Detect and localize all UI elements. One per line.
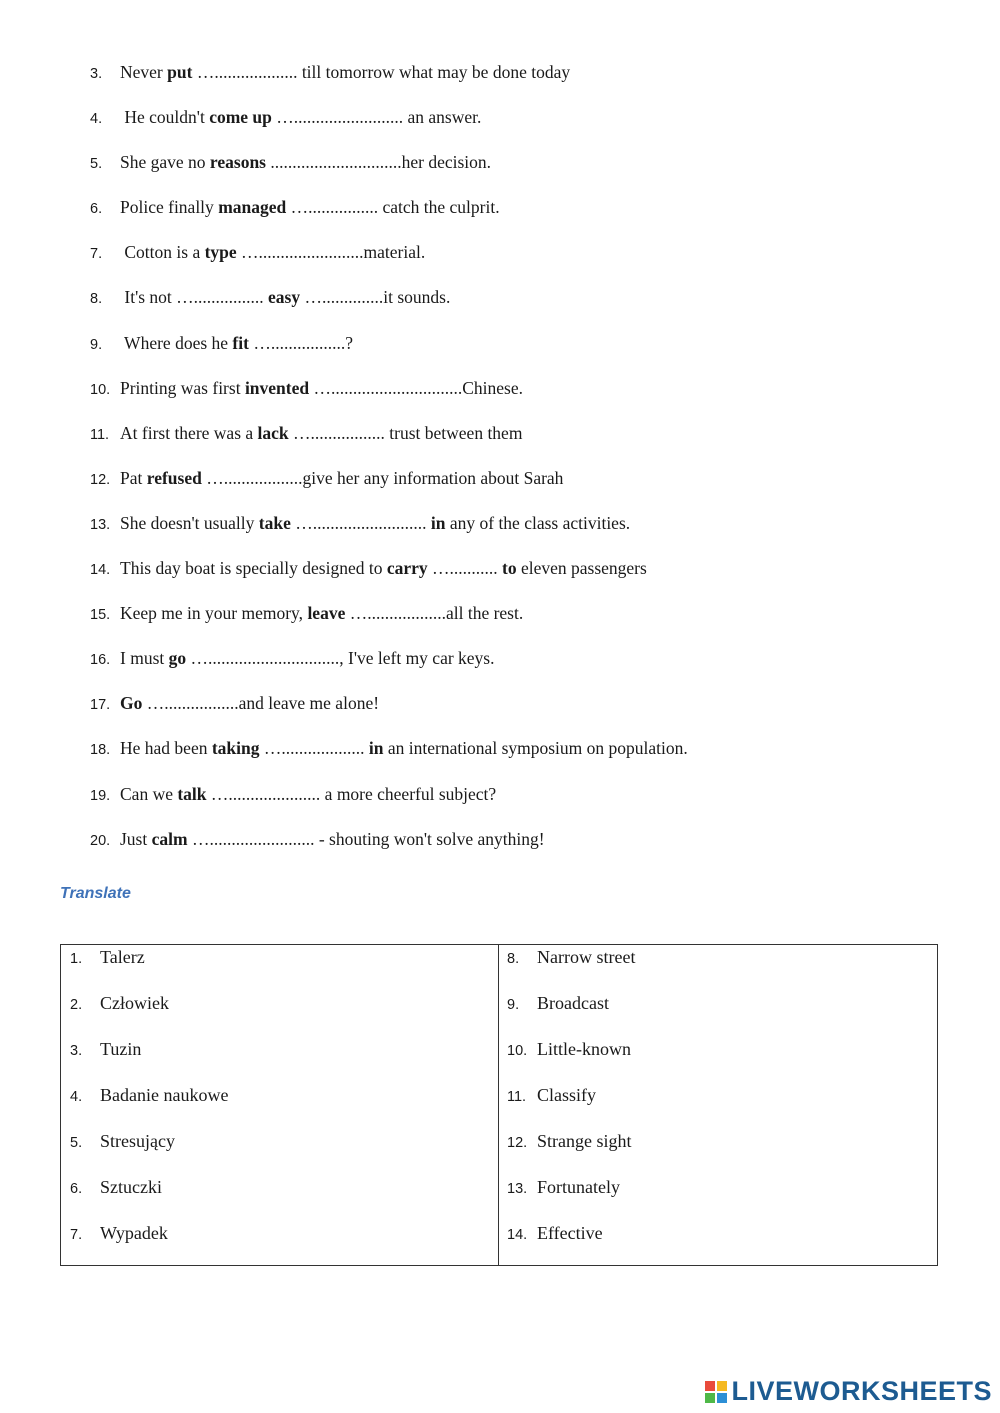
exercise-item xyxy=(90,329,950,374)
exercise-keyword: taking xyxy=(211,738,260,759)
exercise-item xyxy=(90,374,950,419)
exercise-sentence xyxy=(120,784,496,804)
exercise-number: 13. xyxy=(90,516,111,533)
translate-item xyxy=(70,1129,498,1175)
exercise-text-fragment: …..................all the rest. xyxy=(345,603,524,624)
exercise-item xyxy=(90,825,950,870)
exercise-keyword: take xyxy=(258,512,291,533)
translate-column-right xyxy=(499,945,937,1265)
exercise-text-fragment: …..................give her any information about Sarah xyxy=(201,467,564,488)
exercise-item xyxy=(90,554,950,599)
translate-item xyxy=(70,1083,498,1129)
exercise-number: 6. xyxy=(90,201,103,218)
translate-item-number: 7. xyxy=(70,1227,83,1243)
exercise-number: 8. xyxy=(90,291,103,308)
exercise-keyword: managed xyxy=(218,197,287,218)
exercise-text-fragment: …..............................Chinese. xyxy=(309,377,524,398)
liveworksheets-logo-icon xyxy=(705,1381,727,1403)
exercise-number: 5. xyxy=(90,156,103,173)
exercise-item xyxy=(90,599,950,644)
exercise-text-fragment: Just xyxy=(120,828,152,849)
exercise-text-fragment: …................... till tomorrow what may be done today xyxy=(192,62,571,82)
exercise-keyword: calm xyxy=(151,828,188,849)
exercise-sentence xyxy=(120,558,647,578)
exercise-text-fragment: …........................material. xyxy=(236,242,426,263)
exercise-text-fragment: …........... xyxy=(427,558,503,579)
translate-item-word: Narrow street xyxy=(537,947,636,967)
exercise-item xyxy=(90,103,950,148)
exercise-keyword: easy xyxy=(268,287,301,308)
logo-square xyxy=(717,1381,727,1391)
exercise-number: 9. xyxy=(90,336,103,353)
exercise-text-fragment: I must xyxy=(120,648,169,669)
exercise-item xyxy=(90,780,950,825)
exercise-sentence xyxy=(120,513,630,533)
exercise-item xyxy=(90,283,950,328)
exercise-sentence xyxy=(120,423,522,443)
exercise-text-fragment: It's not …................ xyxy=(120,287,269,308)
exercise-text-fragment: Keep me in your memory, xyxy=(120,603,308,624)
exercise-item xyxy=(90,238,950,283)
exercise-item xyxy=(90,148,950,193)
exercise-sentence xyxy=(120,287,450,307)
translate-item xyxy=(507,1129,937,1175)
translate-item xyxy=(507,945,937,991)
exercise-sentence xyxy=(120,62,570,82)
exercise-text-fragment: an international symposium on population. xyxy=(383,738,688,759)
exercise-text-fragment: …..............it sounds. xyxy=(300,287,451,308)
exercise-text-fragment: ….............................., I've left my car keys. xyxy=(186,648,495,669)
translate-item xyxy=(70,1175,498,1221)
exercise-keyword: type xyxy=(204,242,237,263)
exercise-sentence xyxy=(120,468,563,488)
exercise-text-fragment: …......................... an answer. xyxy=(271,107,482,128)
translate-item-word: Wypadek xyxy=(100,1223,168,1243)
exercise-number: 3. xyxy=(90,66,103,82)
exercise-text-fragment: Cotton is a xyxy=(120,242,205,263)
exercise-keyword: fit xyxy=(232,332,249,353)
exercise-text-fragment: …..................... a more cheerful subject? xyxy=(206,783,497,804)
translate-item-word: Little-known xyxy=(537,1039,631,1059)
exercise-sentence xyxy=(120,378,523,398)
translate-item-number: 4. xyxy=(70,1089,83,1105)
exercise-keyword: invented xyxy=(244,377,310,398)
exercise-sentence xyxy=(120,648,495,668)
exercise-text-fragment: eleven passengers xyxy=(516,558,647,579)
translate-item-word: Effective xyxy=(537,1223,603,1243)
exercise-item xyxy=(90,509,950,554)
exercise-text-fragment: any of the class activities. xyxy=(445,512,631,533)
exercise-keyword: reasons xyxy=(209,152,266,173)
translate-item xyxy=(70,991,498,1037)
exercise-text-fragment: Police finally xyxy=(120,197,219,218)
translate-item xyxy=(70,1221,498,1267)
translate-item-number: 11. xyxy=(507,1089,527,1105)
exercise-item xyxy=(90,464,950,509)
translate-item-word: Stresujący xyxy=(100,1131,175,1151)
exercise-text-fragment: …................... xyxy=(259,738,369,759)
exercise-text-fragment: At first there was a xyxy=(120,422,258,443)
exercise-keyword: come up xyxy=(209,107,272,128)
exercise-sentence xyxy=(120,152,491,172)
exercise-keyword: lack xyxy=(257,422,289,443)
exercise-number: 11. xyxy=(90,426,110,443)
exercise-text-fragment: He had been xyxy=(120,738,212,759)
exercise-sentence xyxy=(120,738,688,758)
exercise-number: 17. xyxy=(90,697,111,714)
exercise-sentence xyxy=(120,603,523,623)
translate-item-number: 3. xyxy=(70,1043,83,1059)
exercise-keyword: carry xyxy=(386,558,428,579)
exercise-keyword: in xyxy=(368,738,384,759)
translate-item xyxy=(507,1083,937,1129)
logo-square xyxy=(705,1381,715,1391)
exercise-text-fragment: She doesn't usually xyxy=(120,512,259,533)
exercise-text-fragment: …................ catch the culprit. xyxy=(286,197,500,218)
exercise-sentence xyxy=(120,107,481,127)
translate-item-number: 12. xyxy=(507,1135,528,1151)
exercise-item xyxy=(90,734,950,779)
translate-item xyxy=(70,1037,498,1083)
translate-item-number: 2. xyxy=(70,997,83,1013)
exercise-item xyxy=(90,58,950,103)
exercise-number: 14. xyxy=(90,562,111,579)
exercise-text-fragment: …........................ - shouting won't solve anything! xyxy=(187,828,545,849)
section-title-translate: Translate xyxy=(60,885,131,902)
exercise-item xyxy=(90,644,950,689)
exercise-text-fragment: Printing was first xyxy=(120,377,245,398)
exercise-keyword: talk xyxy=(177,783,207,804)
translate-item-number: 6. xyxy=(70,1181,83,1197)
translate-item-word: Fortunately xyxy=(537,1177,620,1197)
exercise-keyword: refused xyxy=(146,467,202,488)
exercise-number: 7. xyxy=(90,246,103,263)
exercise-number: 16. xyxy=(90,652,111,669)
translate-item-number: 8. xyxy=(507,951,520,967)
translate-item-word: Broadcast xyxy=(537,993,609,1013)
exercise-number: 12. xyxy=(90,471,111,488)
logo-square xyxy=(717,1393,727,1403)
translate-item-word: Człowiek xyxy=(100,993,169,1013)
translate-item-word: Tuzin xyxy=(100,1039,142,1059)
exercise-text-fragment: ….................and leave me alone! xyxy=(142,693,380,714)
translate-item xyxy=(507,991,937,1037)
exercise-keyword: go xyxy=(168,648,187,669)
logo-square xyxy=(705,1393,715,1403)
exercise-sentence xyxy=(120,242,425,262)
exercise-number: 19. xyxy=(90,787,111,804)
translate-item-number: 5. xyxy=(70,1135,83,1151)
exercise-text-fragment: Pat xyxy=(120,467,147,488)
exercise-text-fragment: He couldn't xyxy=(120,107,210,128)
exercise-text-fragment: …................. trust between them xyxy=(288,422,523,443)
exercise-number: 20. xyxy=(90,832,111,849)
exercise-text-fragment: Can we xyxy=(120,783,178,804)
logo-text: LIVEWORKSHEETS xyxy=(731,1376,992,1406)
exercise-text-fragment: Never xyxy=(120,62,168,82)
exercise-keyword: leave xyxy=(307,603,346,624)
translate-item-number: 14. xyxy=(507,1227,528,1243)
exercise-text-fragment: ….................? xyxy=(248,332,353,353)
exercise-keyword: to xyxy=(502,558,517,579)
exercise-keyword: in xyxy=(430,512,446,533)
translate-item-word: Strange sight xyxy=(537,1131,632,1151)
exercise-keyword: Go xyxy=(120,693,143,714)
exercise-sentence xyxy=(120,693,379,713)
exercise-text-fragment: This day boat is specially designed to xyxy=(120,558,387,579)
exercise-item xyxy=(90,419,950,464)
exercise-list xyxy=(90,58,950,870)
translate-table xyxy=(60,944,938,1266)
exercise-number: 15. xyxy=(90,607,111,624)
translate-item-number: 9. xyxy=(507,997,520,1013)
translate-item-word: Talerz xyxy=(100,947,145,967)
translate-column-left xyxy=(61,945,499,1265)
translate-item xyxy=(507,1175,937,1221)
translate-item xyxy=(70,945,498,991)
exercise-text-fragment: ….......................... xyxy=(290,512,431,533)
exercise-sentence xyxy=(120,333,353,353)
translate-item-number: 10. xyxy=(507,1043,528,1059)
translate-item-number: 1. xyxy=(70,951,83,967)
exercise-text-fragment: ..............................her decision. xyxy=(266,152,492,173)
translate-item-word: Sztuczki xyxy=(100,1177,162,1197)
translate-item-number: 13. xyxy=(507,1181,528,1197)
liveworksheets-logo xyxy=(705,1376,992,1407)
exercise-number: 4. xyxy=(90,111,103,128)
exercise-keyword: put xyxy=(167,62,193,82)
translate-item-word: Classify xyxy=(537,1085,597,1105)
exercise-item xyxy=(90,193,950,238)
exercise-number: 18. xyxy=(90,742,111,759)
exercise-item xyxy=(90,689,950,734)
exercise-text-fragment: She gave no xyxy=(120,152,210,173)
translate-item xyxy=(507,1221,937,1267)
exercise-sentence xyxy=(120,197,500,217)
exercise-text-fragment: Where does he xyxy=(120,332,233,353)
translate-item-word: Badanie naukowe xyxy=(100,1085,229,1105)
exercise-sentence xyxy=(120,829,545,849)
exercise-number: 10. xyxy=(90,381,111,398)
translate-item xyxy=(507,1037,937,1083)
